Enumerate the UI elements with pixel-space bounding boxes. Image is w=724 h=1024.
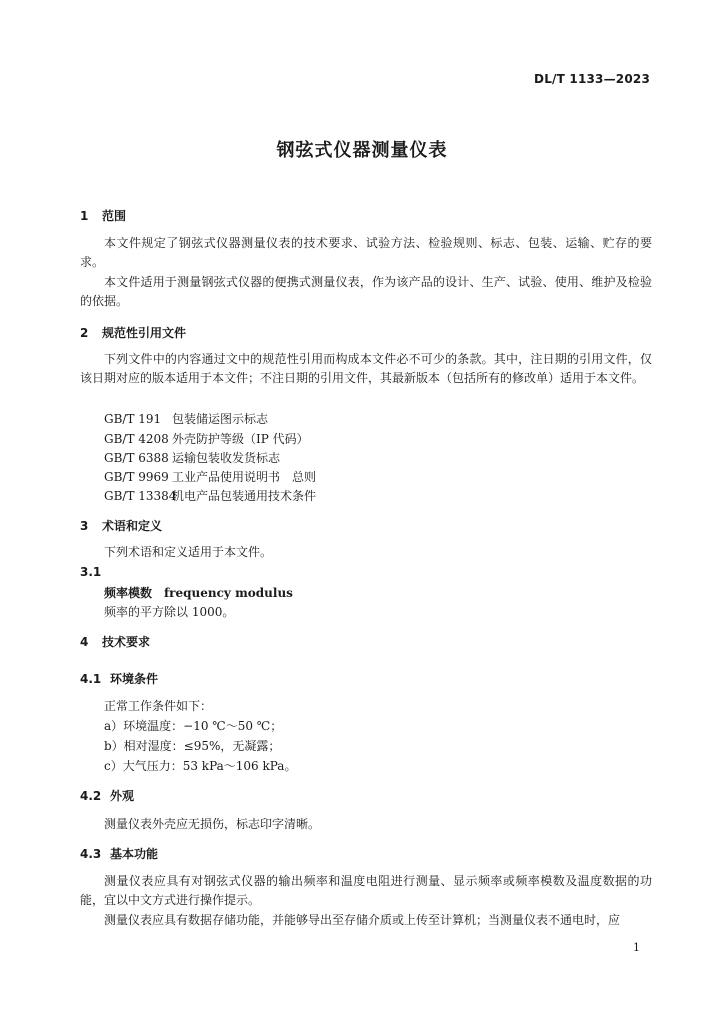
section-4-heading: 4 技术要求 bbox=[80, 635, 151, 649]
section-1-paragraph-2: 本文件适用于测量钢弦式仪器的便携式测量仪表，作为该产品的设计、生产、试验、使用、维护及检验的依据。 bbox=[80, 275, 652, 308]
section-1-paragraph-1: 本文件规定了钢弦式仪器测量仪表的技术要求、试验方法、检验规则、标志、包装、运输、贮存的要求。 bbox=[80, 236, 652, 269]
section-4-2-paragraph-1: 测量仪表外壳应无损伤，标志印字清晰。 bbox=[104, 817, 321, 831]
term-definition: 频率的平方除以 1000。 bbox=[104, 605, 235, 619]
section-4-1-intro: 正常工作条件如下： bbox=[104, 699, 213, 713]
section-2-paragraph-1: 下列文件中的内容通过文中的规范性引用而构成本文件必不可少的条款。其中，注日期的引用文件，仅该日期对应的版本适用于本文件；不注日期的引用文件，其最新版本（包括所有的修改单）适用于本文件。 bbox=[80, 352, 652, 385]
section-4-3-paragraph-1: 测量仪表应具有对钢弦式仪器的输出频率和温度电阻进行测量、显示频率或频率模数及温度数据的功能，宜以中文方式进行操作提示。 bbox=[80, 874, 652, 907]
section-3-heading: 3 术语和定义 bbox=[80, 519, 163, 533]
list-item: c）大气压力：53 kPa～106 kPa。 bbox=[104, 759, 297, 773]
section-3-paragraph-1: 下列术语和定义适用于本文件。 bbox=[104, 545, 273, 559]
standard-code: DL/T 1133—2023 bbox=[534, 72, 650, 86]
section-4-3-heading: 4.3 基本功能 bbox=[80, 847, 159, 861]
reference-item: GB/T 4208 外壳防护等级（IP 代码） bbox=[104, 432, 309, 446]
term-number: 3.1 bbox=[80, 565, 102, 579]
term-title: 频率模数 frequency modulus bbox=[104, 586, 293, 600]
section-4-1-heading: 4.1 环境条件 bbox=[80, 672, 159, 686]
section-4-3-paragraph-2: 测量仪表应具有数据存储功能，并能够导出至存储介质或上传至计算机；当测量仪表不通电时，应 bbox=[104, 913, 621, 927]
reference-item: GB/T 6388 运输包装收发货标志 bbox=[104, 451, 281, 465]
page-number: 1 bbox=[633, 941, 640, 954]
reference-item: GB/T 13384机电产品包装通用技术条件 bbox=[104, 489, 317, 503]
section-2-heading: 2 规范性引用文件 bbox=[80, 326, 187, 340]
reference-item: GB/T 191 包装储运图示标志 bbox=[104, 412, 269, 426]
section-4-2-heading: 4.2 外观 bbox=[80, 789, 135, 803]
list-item: b）相对湿度：≤95%，无凝露； bbox=[104, 739, 281, 753]
section-1-heading: 1 范围 bbox=[80, 209, 127, 223]
list-item: a）环境温度：−10 ℃～50 ℃； bbox=[104, 719, 283, 733]
reference-item: GB/T 9969 工业产品使用说明书 总则 bbox=[104, 470, 317, 484]
document-title: 钢弦式仪器测量仪表 bbox=[276, 140, 448, 161]
